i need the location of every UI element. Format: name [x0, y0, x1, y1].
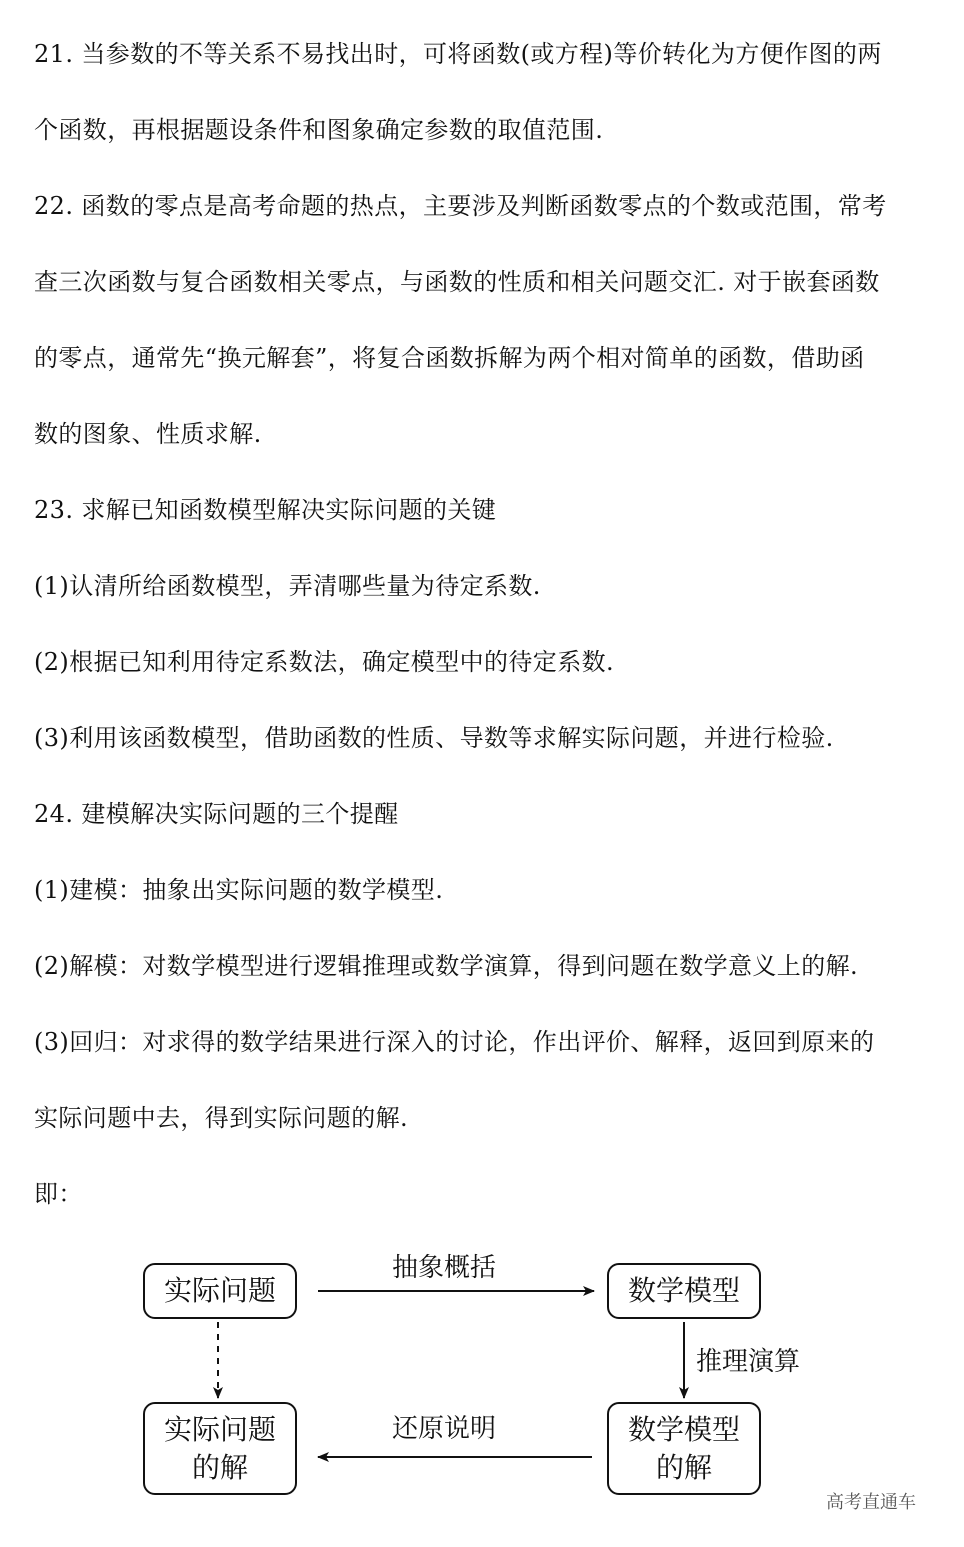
watermark: 高考直通车 [826, 1492, 916, 1513]
paragraph-line: (1)建模：抽象出实际问题的数学模型. [34, 876, 444, 904]
box-real-problem-label: 实际问题 [163, 1274, 276, 1307]
paragraph-line: (2)解模：对数学模型进行逻辑推理或数学演算，得到问题在数学意义上的解. [34, 952, 859, 980]
box-real-solution-line2: 的解 [191, 1450, 248, 1484]
box-real-solution [143, 1402, 297, 1495]
paragraph-line: 查三次函数与复合函数相关零点，与函数的性质和相关问题交汇. 对于嵌套函数 [34, 268, 880, 296]
box-model-solution-line2: 的解 [655, 1450, 712, 1484]
paragraph-line: 数的图象、性质求解. [34, 420, 262, 448]
edge-label-restore: 还原说明 [392, 1414, 497, 1444]
paragraph-line: 个函数，再根据题设条件和图象确定参数的取值范围. [34, 116, 604, 144]
box-real-solution-line1: 实际问题 [163, 1412, 276, 1446]
paragraph-line: 的零点，通常先“换元解套”，将复合函数拆解为两个相对简单的函数，借助函 [34, 344, 865, 372]
paragraph-line: (2)根据已知利用待定系数法，确定模型中的待定系数. [34, 648, 615, 676]
paragraph-line: 21. 当参数的不等关系不易找出时，可将函数(或方程)等价转化为方便作图的两 [34, 40, 882, 68]
paragraph-line: 24. 建模解决实际问题的三个提醒 [34, 800, 399, 828]
paragraph-line: 22. 函数的零点是高考命题的热点，主要涉及判断函数零点的个数或范围，常考 [34, 192, 887, 220]
paragraph-line: (3)回归：对求得的数学结果进行深入的讨论，作出评价、解释，返回到原来的 [34, 1028, 875, 1056]
paragraph-line: (1)认清所给函数模型，弄清哪些量为待定系数. [34, 572, 541, 600]
box-math-model-label: 数学模型 [627, 1274, 740, 1307]
paragraph-line: (3)利用该函数模型，借助函数的性质、导数等求解实际问题，并进行检验. [34, 724, 834, 752]
box-model-solution [607, 1402, 761, 1495]
edge-label-reasoning: 推理演算 [696, 1347, 801, 1377]
paragraph-line: 实际问题中去，得到实际问题的解. [34, 1104, 409, 1132]
paragraph-line: 23. 求解已知函数模型解决实际问题的关键 [34, 496, 497, 524]
paragraph-line: 即： [34, 1180, 83, 1208]
box-math-model [607, 1263, 761, 1319]
box-model-solution-line1: 数学模型 [627, 1412, 740, 1446]
edge-label-abstract: 抽象概括 [392, 1253, 497, 1283]
box-real-problem [143, 1263, 297, 1319]
